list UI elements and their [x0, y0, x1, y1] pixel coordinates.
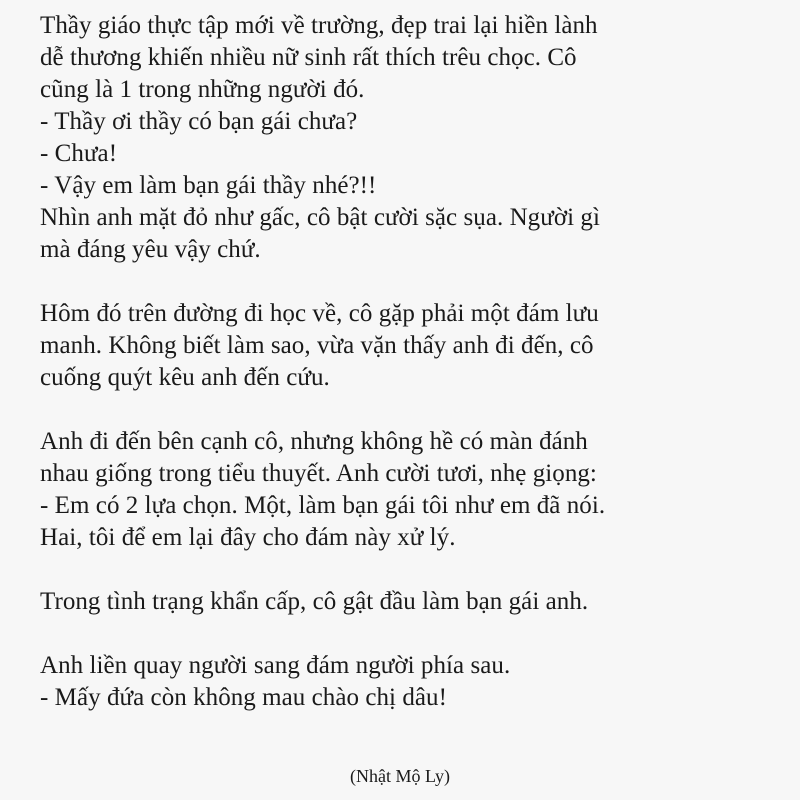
dialogue-line: - Em có 2 lựa chọn. Một, làm bạn gái tôi như em đã nói. [40, 492, 606, 519]
story-line: Hai, tôi để em lại đây cho đám này xử lý. [40, 524, 456, 551]
story-line: Hôm đó trên đường đi học về, cô gặp phải một đám lưu [40, 300, 599, 327]
story-line: Trong tình trạng khẩn cấp, cô gật đầu làm bạn gái anh. [40, 588, 589, 615]
story-line: Anh liền quay người sang đám người phía sau. [40, 652, 511, 679]
story-line: Nhìn anh mặt đỏ như gấc, cô bật cười sặc sụa. Người gì [40, 204, 600, 231]
dialogue-line: - Mấy đứa còn không mau chào chị dâu! [40, 684, 447, 711]
story-line: manh. Không biết làm sao, vừa vặn thấy anh đi đến, cô [40, 332, 594, 359]
paragraph-gap [40, 554, 780, 586]
story-line: cũng là 1 trong những người đó. [40, 76, 365, 103]
story-line: cuống quýt kêu anh đến cứu. [40, 364, 330, 391]
paragraph-gap [40, 394, 780, 426]
story-line: dễ thương khiến nhiều nữ sinh rất thích trêu chọc. Cô [40, 44, 577, 71]
dialogue-line: - Vậy em làm bạn gái thầy nhé?!! [40, 172, 377, 199]
paragraph-gap [40, 618, 780, 650]
story-line: Anh đi đến bên cạnh cô, nhưng không hề có màn đánh [40, 428, 588, 455]
story-line: Thầy giáo thực tập mới về trường, đẹp trai lại hiền lành [40, 12, 598, 39]
story-line: nhau giống trong tiểu thuyết. Anh cười tươi, nhẹ giọng: [40, 460, 597, 487]
paragraph-gap [40, 266, 780, 298]
author-signature: (Nhật Mộ Ly) [350, 766, 450, 786]
story-text [40, 10, 780, 714]
story-line: mà đáng yêu vậy chứ. [40, 236, 261, 263]
dialogue-line: - Thầy ơi thầy có bạn gái chưa? [40, 108, 358, 135]
dialogue-line: - Chưa! [40, 140, 118, 167]
